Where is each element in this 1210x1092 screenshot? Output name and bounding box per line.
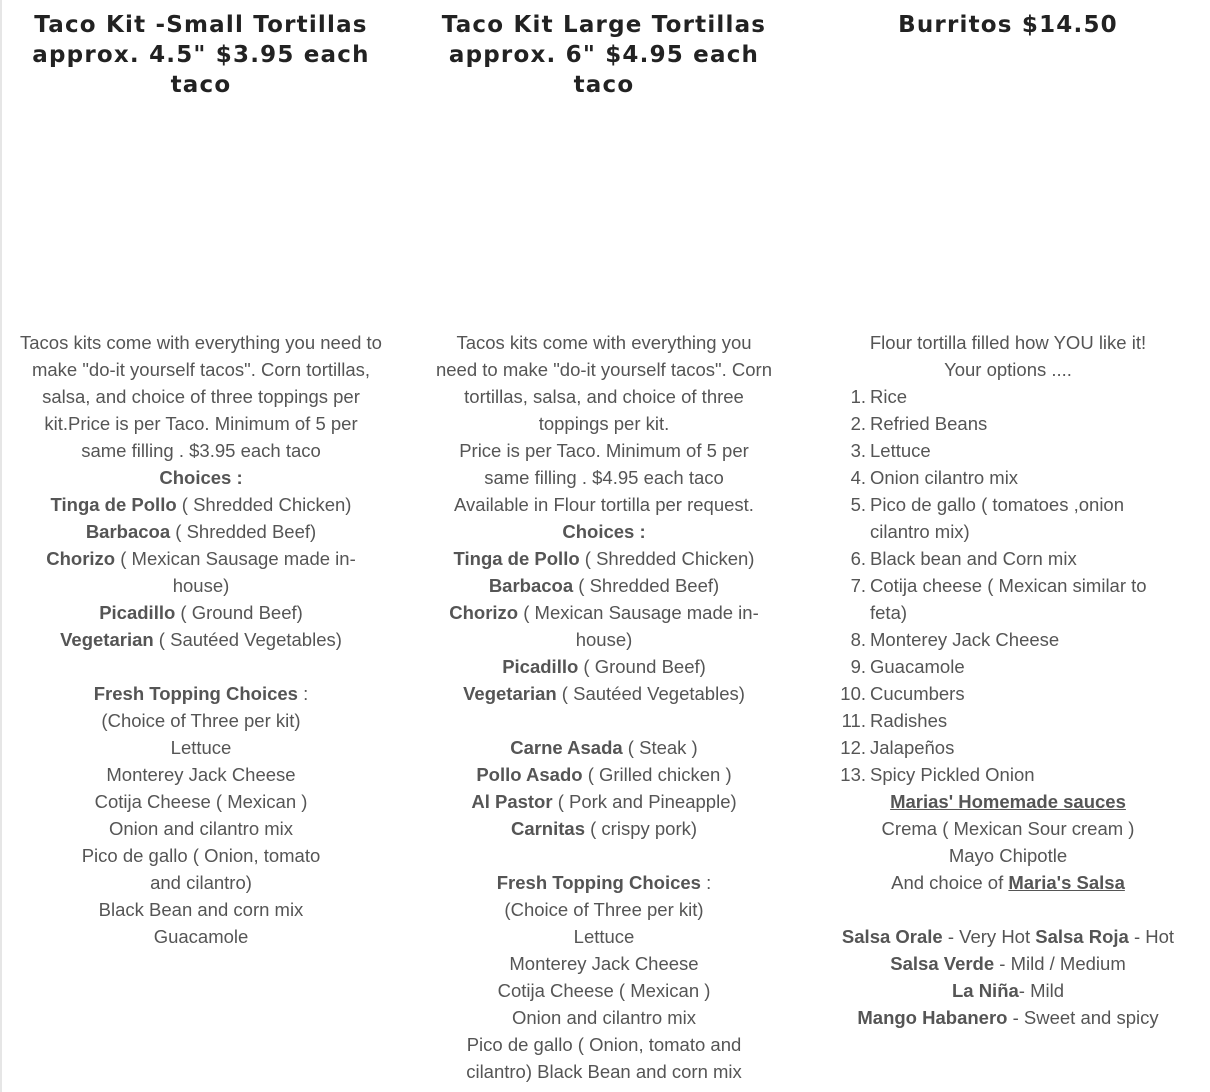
sauce-item: Mayo Chipotle: [948, 845, 1068, 866]
sauces-heading-link[interactable]: Marias' Homemade sauces: [890, 791, 1126, 812]
intro-text: Flour tortilla filled how YOU like it!: [869, 332, 1147, 353]
salsa-item: La Niña- Mild: [951, 980, 1065, 1001]
burrito-options-list: [830, 383, 1186, 788]
list-item: 2. Refried Beans: [850, 413, 988, 434]
choices-heading: Choices :: [562, 521, 646, 542]
topping-item: Cotija Cheese ( Mexican ): [94, 791, 308, 812]
choice-item: Vegetarian ( Sautéed Vegetables): [60, 629, 342, 650]
toppings-heading: Fresh Topping Choices :: [93, 683, 309, 704]
extra-choice-item: Carnitas ( crispy pork): [510, 818, 698, 839]
intro-text: Tacos kits come with everything you need to make "do-it yourself tacos". Corn tortillas, salsa, and choice of three toppings per kit.: [435, 332, 773, 434]
choice-item: Tinga de Pollo ( Shredded Chicken): [50, 494, 352, 515]
salsa-choice-line: And choice of Maria's Salsa: [891, 872, 1125, 893]
column-body: [20, 329, 382, 950]
marias-salsa-link[interactable]: Maria's Salsa: [1008, 872, 1125, 893]
salsa-item: Salsa Verde - Mild / Medium: [890, 953, 1126, 974]
topping-item: Pico de gallo ( Onion, tomato and cilantro) Black Bean and corn mix: [466, 1034, 742, 1082]
list-item: 9. Guacamole: [850, 656, 965, 677]
choice-item: Picadillo ( Ground Beef): [99, 602, 303, 623]
list-item: 3. Lettuce: [850, 440, 931, 461]
toppings-note: (Choice of Three per kit): [101, 710, 301, 731]
topping-item: Cotija Cheese ( Mexican ): [497, 980, 711, 1001]
list-item: 5. Pico de gallo ( tomatoes ,onion cilantro mix): [850, 494, 1125, 542]
topping-item: Lettuce: [170, 737, 232, 758]
choice-item: Picadillo ( Ground Beef): [502, 656, 706, 677]
extra-choice-item: Carne Asada ( Steak ): [510, 737, 698, 758]
list-item: 12. Jalapeños: [840, 737, 955, 758]
toppings-note: (Choice of Three per kit): [504, 899, 704, 920]
topping-item: Black Bean and corn mix: [98, 899, 304, 920]
intro-text: Tacos kits come with everything you need to make "do-it yourself tacos". Corn tortillas, salsa, and choice of three toppings per kit.Price is per Taco. Minimum of 5 per same filling . $3.95 each taco: [20, 332, 382, 461]
list-item: 10. Cucumbers: [840, 683, 965, 704]
column-title: Burritos $14.50: [898, 12, 1118, 38]
burritos-column: [830, 0, 1186, 1092]
taco-kit-large-column: [426, 0, 782, 1092]
topping-item: Guacamole: [153, 926, 249, 947]
choice-item: Chorizo ( Mexican Sausage made in-house): [46, 548, 356, 596]
list-item: 7. Cotija cheese ( Mexican similar to feta): [850, 575, 1147, 623]
list-item: 4. Onion cilantro mix: [850, 467, 1019, 488]
choice-item: Tinga de Pollo ( Shredded Chicken): [453, 548, 755, 569]
column-title: Taco Kit -Small Tortillas approx. 4.5" $3.95 each taco: [32, 12, 370, 98]
list-item: 13. Spicy Pickled Onion: [840, 764, 1035, 785]
choice-item: Barbacoa ( Shredded Beef): [488, 575, 720, 596]
choice-item: Chorizo ( Mexican Sausage made in-house): [449, 602, 759, 650]
page-left-border: [0, 0, 2, 1092]
availability-text: Available in Flour tortilla per request.: [454, 494, 754, 515]
column-title: Taco Kit Large Tortillas approx. 6" $4.95 each taco: [441, 12, 767, 98]
list-item: 1. Rice: [850, 386, 908, 407]
salsa-item: Salsa Orale - Very Hot Salsa Roja - Hot: [841, 926, 1175, 947]
topping-item: Pico de gallo ( Onion, tomato and cilantro): [81, 845, 321, 893]
choice-item: Barbacoa ( Shredded Beef): [85, 521, 317, 542]
column-body: [426, 329, 782, 1085]
taco-kit-small-column: [20, 0, 382, 1092]
topping-item: Monterey Jack Cheese: [509, 953, 699, 974]
options-intro: Your options ....: [944, 359, 1072, 380]
price-text: Price is per Taco. Minimum of 5 per same filling . $4.95 each taco: [459, 440, 749, 488]
list-item: 8. Monterey Jack Cheese: [850, 629, 1060, 650]
extra-choice-item: Al Pastor ( Pork and Pineapple): [471, 791, 737, 812]
topping-item: Onion and cilantro mix: [108, 818, 294, 839]
sauce-item: Crema ( Mexican Sour cream ): [881, 818, 1135, 839]
topping-item: Lettuce: [573, 926, 635, 947]
list-item: 11. Radishes: [841, 710, 948, 731]
choices-heading: Choices :: [159, 467, 243, 488]
topping-item: Monterey Jack Cheese: [106, 764, 296, 785]
choice-item: Vegetarian ( Sautéed Vegetables): [463, 683, 745, 704]
column-body: [830, 329, 1186, 1031]
toppings-heading: Fresh Topping Choices :: [496, 872, 712, 893]
list-item: 6. Black bean and Corn mix: [850, 548, 1077, 569]
topping-item: Onion and cilantro mix: [511, 1007, 697, 1028]
extra-choice-item: Pollo Asado ( Grilled chicken ): [476, 764, 732, 785]
salsa-item: Mango Habanero - Sweet and spicy: [857, 1007, 1159, 1028]
